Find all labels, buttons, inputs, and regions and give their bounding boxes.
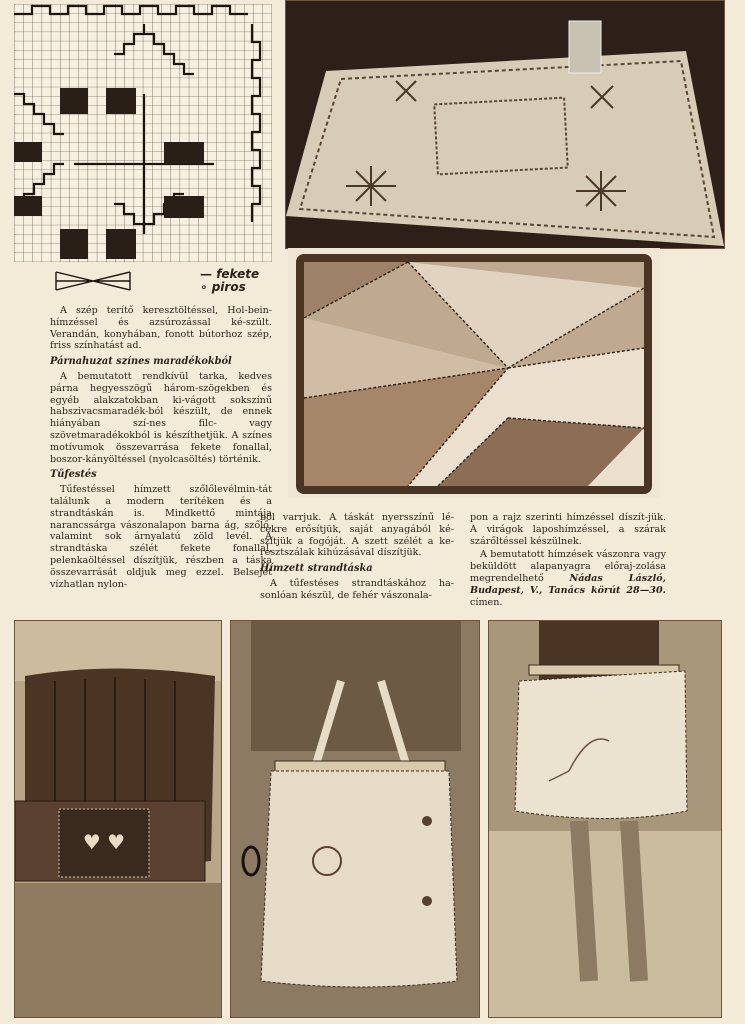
white-bag-illustration <box>489 621 721 1017</box>
stitch-symbol-icon <box>54 268 132 294</box>
embroidered-bag-photo <box>488 620 722 1018</box>
tablecloth-photo <box>285 0 725 249</box>
needlepainted-bag-photo <box>230 620 480 1018</box>
col2-paragraph-1: ból varrjuk. A táskát nyersszínű lé-cekre erősítjük, saját anyagából ké-szítjük a fogóját. A szett szélét a ke-resztszálak kihúzásával díszítjük. <box>260 512 454 559</box>
pillow-photo <box>288 248 660 498</box>
col3-paragraph-2: A bemutatott hímzések vászonra vagy beküldött alapanyagra előraj-zolása megrendelhető Nádas László, Budapest, V., Tanács körút 28—30. címen. <box>470 549 666 608</box>
chart-grid-svg <box>14 4 272 262</box>
pillow-illustration <box>288 248 660 498</box>
legend-black: — fekete <box>200 267 260 281</box>
intro-paragraph: A szép terítő keresztöltéssel, Hol-bein-hímzéssel és azsúrozással ké-szült. Verandán, konyhában, fonott bútorhoz szép, friss színhatást ad. <box>50 305 272 352</box>
bag-illustration <box>231 621 479 1017</box>
legend-red: ∘ piros <box>200 280 246 294</box>
needlepainting-paragraph: Tűfestéssel hímzett szőlőlevélmin-tát találunk a modern terítéken és a strandtáskán is. Mindkettő mintája narancssárga vászonalapon barna ág, szőlő, valamint sok árnyalatú zöld levél. A strandtáska szélét fekete fonallal, pelenkaöltéssel díszítjük, részben a táska összevarrását oldjuk meg ezzel. Belsejét vízhatlan nylon- <box>50 484 272 590</box>
svg-text:♥ ♥: ♥ ♥ <box>82 830 126 854</box>
order-address: Nádas László, Budapest, V., Tanács körút 28—30. <box>470 572 666 596</box>
text-column-3 <box>470 512 666 610</box>
text-column-2 <box>260 512 454 604</box>
tablecloth-illustration <box>286 1 724 248</box>
text-column-1 <box>50 305 272 592</box>
pillow-paragraph: A bemutatott rendkívül tarka, kedves párna hegyesszögű három-szögekben és egyéb alakzatokban ki-vágott sokszínű habszivacsmaradék-ból készült, de ennek hiányában szí-nes filc- vagy szövetmaradékokból is készíthetjük. A színes motívumok összevarrása fekete fonallal, boszor-kányöltéssel (nyolcasöltés) történik. <box>50 370 272 465</box>
apron-illustration <box>15 621 221 1017</box>
cross-stitch-chart <box>14 4 272 262</box>
apron-photo <box>14 620 222 1018</box>
heading-needlepainting: Tűfestés <box>50 469 97 481</box>
col2-paragraph-2: A tűfestéses strandtáskához ha-sonlóan készül, de fehér vászonala- <box>260 577 454 601</box>
heading-pillow: Párnahuzat színes maradékokból <box>50 356 232 368</box>
col3-paragraph-1: pon a rajz szerinti hímzéssel díszít-jük. A virágok laposhímzéssel, a szárak szárőltéssel készülnek. <box>470 512 666 547</box>
heading-embroidered-bag: Hímzett strandtáska <box>260 563 373 575</box>
legend <box>200 268 270 294</box>
